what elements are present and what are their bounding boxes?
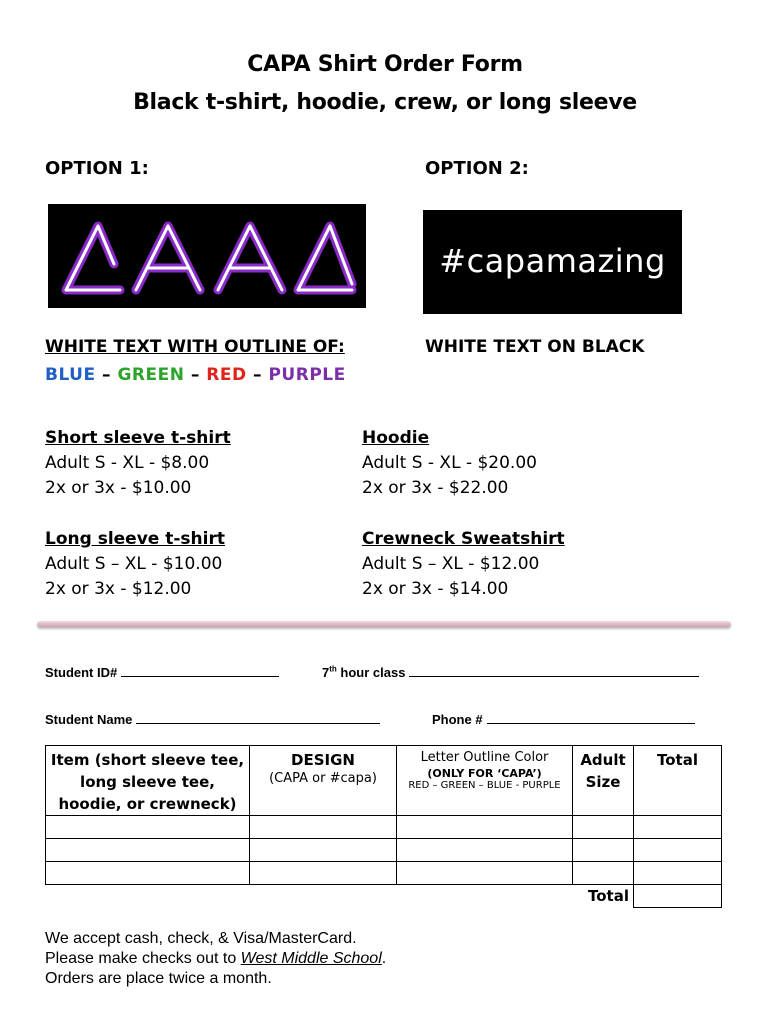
cell-item[interactable]: [46, 816, 250, 839]
price-heading: Short sleeve t-shirt: [45, 428, 231, 448]
header-size: [573, 746, 634, 816]
payment-line-2-suffix: .: [381, 950, 387, 967]
phone-input-line[interactable]: [487, 711, 695, 724]
student-name-input-line[interactable]: [136, 711, 380, 724]
color-separator: –: [102, 365, 112, 385]
student-id-field[interactable]: [45, 664, 279, 680]
color-red: RED: [206, 365, 247, 385]
cell-design[interactable]: [250, 862, 397, 885]
cell-outline[interactable]: [397, 816, 573, 839]
cell-size[interactable]: [573, 839, 634, 862]
form-title: CAPA Shirt Order Form: [247, 52, 523, 77]
color-separator: –: [253, 365, 263, 385]
cell-size[interactable]: [573, 862, 634, 885]
header-outline-colors: RED – GREEN – BLUE - PURPLE: [408, 780, 561, 791]
price-hoodie: [362, 426, 537, 501]
option1-caption: WHITE TEXT WITH OUTLINE OF:: [45, 337, 345, 357]
seventh-hour-input-line[interactable]: [409, 664, 699, 677]
color-separator: –: [190, 365, 200, 385]
cell-size[interactable]: [573, 816, 634, 839]
price-line: 2x or 3x - $10.00: [45, 478, 192, 498]
capa-logo: [48, 204, 366, 308]
seventh-hour-field[interactable]: [322, 664, 699, 680]
price-line: Adult S – XL - $12.00: [362, 554, 540, 574]
table-row: [46, 816, 722, 839]
price-line: 2x or 3x - $22.00: [362, 478, 509, 498]
price-crewneck: [362, 527, 565, 602]
outline-color-list: [45, 365, 346, 385]
price-line: Adult S - XL - $8.00: [45, 453, 210, 473]
cell-outline[interactable]: [397, 839, 573, 862]
blank-cell: [250, 885, 397, 908]
table-row: [46, 862, 722, 885]
price-line: Adult S – XL - $10.00: [45, 554, 223, 574]
payee-name: West Middle School: [240, 950, 382, 967]
grand-total-row: [46, 885, 722, 908]
student-name-field[interactable]: [45, 711, 380, 727]
price-long-sleeve: [45, 527, 225, 602]
table-row: [46, 839, 722, 862]
option2-heading: OPTION 2:: [425, 158, 529, 179]
student-id-label: Student ID#: [45, 665, 118, 680]
section-divider: [37, 621, 731, 627]
phone-field[interactable]: [432, 711, 695, 727]
capa-logo-art: [48, 204, 366, 308]
header-outline: [397, 746, 573, 816]
header-item-label: Item (short sleeve tee, long sleeve tee, hoodie, or crewneck): [50, 751, 245, 813]
student-id-input-line[interactable]: [121, 664, 279, 677]
cell-total[interactable]: [634, 839, 722, 862]
payment-line-3: Orders are place twice a month.: [45, 970, 272, 987]
seventh-hour-prefix: 7: [322, 665, 330, 680]
option2-caption: WHITE TEXT ON BLACK: [425, 337, 645, 357]
header-item: [46, 746, 250, 816]
capamazing-logo: [423, 210, 682, 314]
color-green: GREEN: [117, 365, 185, 385]
blank-cell: [46, 885, 250, 908]
capamazing-logo-text: #capamazing: [439, 242, 666, 280]
header-design-sub: (CAPA or #capa): [269, 771, 377, 786]
cell-total[interactable]: [634, 862, 722, 885]
blank-cell: [397, 885, 573, 908]
price-heading: Crewneck Sweatshirt: [362, 529, 565, 549]
cell-outline[interactable]: [397, 862, 573, 885]
header-design: [250, 746, 397, 816]
grand-total-cell[interactable]: [634, 885, 722, 908]
seventh-hour-sup: th: [329, 664, 337, 674]
price-line: Adult S - XL - $20.00: [362, 453, 537, 473]
payment-line-1: We accept cash, check, & Visa/MasterCard.: [45, 930, 357, 947]
header-outline-label: Letter Outline Color: [420, 750, 549, 765]
header-size-label: Adult Size: [580, 751, 626, 791]
price-line: 2x or 3x - $14.00: [362, 579, 509, 599]
header-total: [634, 746, 722, 816]
payment-line-2-prefix: Please make checks out to: [45, 950, 241, 967]
color-purple: PURPLE: [268, 365, 346, 385]
cell-design[interactable]: [250, 839, 397, 862]
price-short-sleeve: [45, 426, 231, 501]
price-heading: Long sleeve t-shirt: [45, 529, 225, 549]
header-outline-sub: (ONLY FOR ‘CAPA’): [427, 767, 542, 780]
payment-line-2: [45, 949, 386, 969]
form-subtitle: Black t-shirt, hoodie, crew, or long sleeve: [133, 90, 637, 115]
grand-total-label: Total: [588, 887, 629, 905]
header-total-label: Total: [657, 751, 698, 769]
cell-item[interactable]: [46, 862, 250, 885]
price-heading: Hoodie: [362, 428, 430, 448]
table-header-row: [46, 746, 722, 816]
color-blue: BLUE: [45, 365, 96, 385]
order-table: [45, 745, 722, 908]
cell-total[interactable]: [634, 816, 722, 839]
phone-label: Phone #: [432, 712, 483, 727]
price-line: 2x or 3x - $12.00: [45, 579, 192, 599]
cell-design[interactable]: [250, 816, 397, 839]
payment-notes: [45, 929, 386, 989]
seventh-hour-label: [322, 665, 405, 680]
student-name-label: Student Name: [45, 712, 133, 727]
cell-item[interactable]: [46, 839, 250, 862]
header-design-label: DESIGN: [291, 751, 355, 769]
option1-heading: OPTION 1:: [45, 158, 149, 179]
seventh-hour-suffix: hour class: [336, 665, 406, 680]
